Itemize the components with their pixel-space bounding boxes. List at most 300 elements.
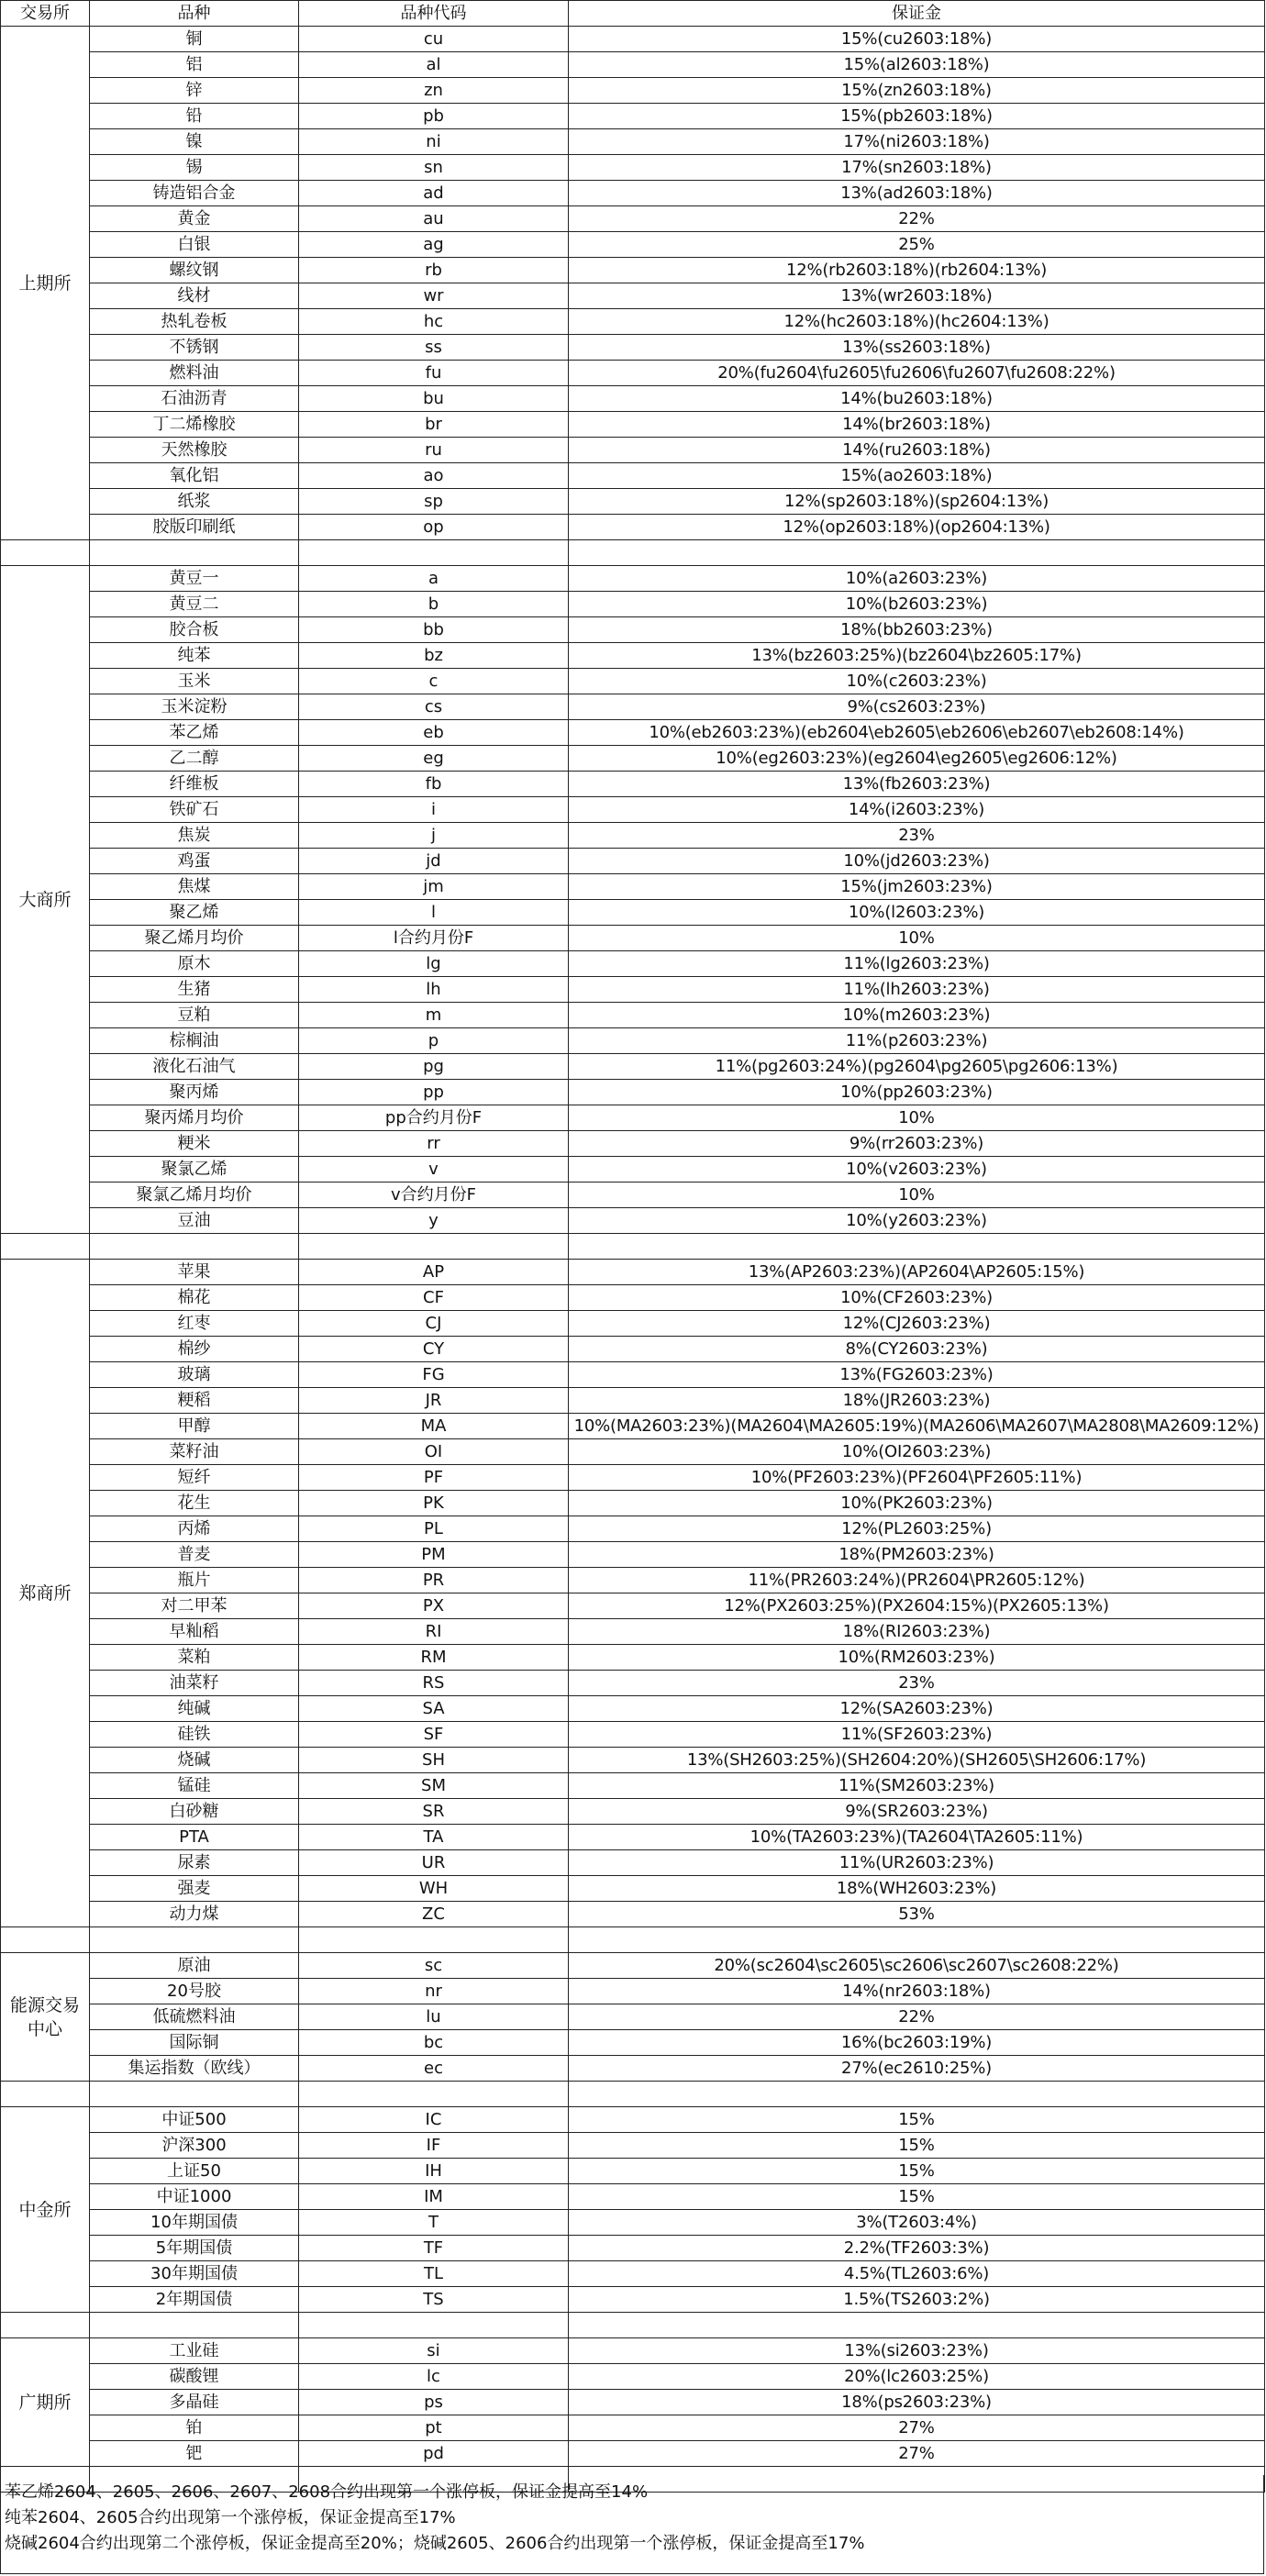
margin-value: 27% (569, 2415, 1265, 2441)
product-name: 天然橡胶 (90, 438, 299, 463)
table-row (1, 386, 1265, 412)
table-row (1, 874, 1265, 900)
table-row (1, 1645, 1265, 1671)
product-code: hc (299, 309, 569, 335)
table-row (1, 694, 1265, 720)
margin-value: 10%(jd2603:23%) (569, 849, 1265, 874)
exchange-name: 广期所 (1, 2338, 90, 2467)
header-margin: 保证金 (569, 1, 1265, 27)
table-row (1, 1105, 1265, 1131)
product-code: pg (299, 1054, 569, 1080)
product-name: 纯苯 (90, 643, 299, 669)
product-name: 工业硅 (90, 2338, 299, 2364)
product-code: c (299, 669, 569, 694)
product-name: 焦炭 (90, 823, 299, 849)
product-code: bc (299, 2030, 569, 2056)
product-name: 中证1000 (90, 2184, 299, 2210)
product-code: lh (299, 977, 569, 1003)
margin-value: 10%(pp2603:23%) (569, 1080, 1265, 1105)
product-name: 乙二醇 (90, 746, 299, 772)
product-code: WH (299, 1876, 569, 1902)
product-code: SF (299, 1722, 569, 1748)
empty-cell (90, 2082, 299, 2107)
empty-cell (90, 540, 299, 566)
empty-cell (299, 1927, 569, 1953)
table-row (1, 181, 1265, 206)
product-code: PX (299, 1593, 569, 1619)
table-row (1, 27, 1265, 52)
product-name: 棕榈油 (90, 1028, 299, 1054)
product-code: RI (299, 1619, 569, 1645)
product-name: 油菜籽 (90, 1671, 299, 1696)
table-row (1, 1491, 1265, 1516)
empty-cell (299, 540, 569, 566)
product-name: 聚氯乙烯 (90, 1157, 299, 1183)
product-code: ru (299, 438, 569, 463)
empty-cell (1, 2082, 90, 2107)
exchange-name: 大商所 (1, 566, 90, 1234)
product-code: pp合约月份F (299, 1105, 569, 1131)
margin-value: 11%(PR2603:24%)(PR2604\PR2605:12%) (569, 1568, 1265, 1593)
margin-value: 13%(wr2603:18%) (569, 283, 1265, 309)
table-row (1, 951, 1265, 977)
margin-value: 10%(l2603:23%) (569, 900, 1265, 926)
empty-cell (569, 540, 1265, 566)
product-name: 多晶硅 (90, 2390, 299, 2415)
table-row (1, 1080, 1265, 1105)
product-name: 锌 (90, 78, 299, 104)
product-name: 尿素 (90, 1850, 299, 1876)
margin-value: 16%(bc2603:19%) (569, 2030, 1265, 2056)
product-code: al (299, 52, 569, 78)
product-name: 粳稻 (90, 1388, 299, 1414)
product-code: pt (299, 2415, 569, 2441)
margin-value: 15%(al2603:18%) (569, 52, 1265, 78)
product-code: TF (299, 2236, 569, 2261)
product-code: OI (299, 1439, 569, 1465)
exchange-name: 能源交易中心 (1, 1953, 90, 2082)
margin-value: 18%(WH2603:23%) (569, 1876, 1265, 1902)
product-name: 红枣 (90, 1311, 299, 1337)
table-row (1, 1876, 1265, 1902)
product-code: pp (299, 1080, 569, 1105)
table-row (1, 1773, 1265, 1799)
margin-value: 11%(p2603:23%) (569, 1028, 1265, 1054)
table-row (1, 412, 1265, 438)
product-name: 黄豆二 (90, 592, 299, 617)
margin-value: 14%(br2603:18%) (569, 412, 1265, 438)
product-code: RM (299, 1645, 569, 1671)
table-row (1, 52, 1265, 78)
product-name: 黄金 (90, 206, 299, 232)
product-name: 生猪 (90, 977, 299, 1003)
table-row (1, 515, 1265, 540)
product-code: ad (299, 181, 569, 206)
product-code: br (299, 412, 569, 438)
product-code: nr (299, 1979, 569, 2004)
margin-value: 22% (569, 2004, 1265, 2030)
margin-value: 11%(SM2603:23%) (569, 1773, 1265, 1799)
margin-value: 10%(c2603:23%) (569, 669, 1265, 694)
table-row (1, 1696, 1265, 1722)
product-name: 不锈钢 (90, 335, 299, 361)
table-row (1, 129, 1265, 155)
product-name: 聚乙烯月均价 (90, 926, 299, 951)
table-row (1, 1157, 1265, 1183)
product-name: 铸造铝合金 (90, 181, 299, 206)
margin-value: 13%(FG2603:23%) (569, 1362, 1265, 1388)
margin-value: 10%(y2603:23%) (569, 1208, 1265, 1234)
header-exchange: 交易所 (1, 1, 90, 27)
margin-value: 20%(sc2604\sc2605\sc2606\sc2607\sc2608:22%) (569, 1953, 1265, 1979)
margin-value: 11%(lh2603:23%) (569, 977, 1265, 1003)
margin-value: 15%(pb2603:18%) (569, 104, 1265, 129)
product-code: IH (299, 2159, 569, 2184)
margin-value: 14%(i2603:23%) (569, 797, 1265, 823)
margin-value: 18%(RI2603:23%) (569, 1619, 1265, 1645)
exchange-name: 上期所 (1, 27, 90, 540)
note-line: 烧碱2604合约出现第二个涨停板，保证金提高至20%；烧碱2605、2606合约出现第一个涨停板，保证金提高至17% (5, 2534, 865, 2553)
product-name: 花生 (90, 1491, 299, 1516)
margin-value: 15% (569, 2184, 1265, 2210)
product-name: 强麦 (90, 1876, 299, 1902)
margin-value: 25% (569, 232, 1265, 258)
product-name: 豆粕 (90, 1003, 299, 1028)
margin-value: 10%(RM2603:23%) (569, 1645, 1265, 1671)
product-code: jm (299, 874, 569, 900)
product-code: sn (299, 155, 569, 181)
margin-value: 10%(eg2603:23%)(eg2604\eg2605\eg2606:12%) (569, 746, 1265, 772)
product-code: PM (299, 1542, 569, 1568)
margin-value: 10% (569, 926, 1265, 951)
margin-value: 13%(si2603:23%) (569, 2338, 1265, 2364)
table-row (1, 2441, 1265, 2467)
margin-value: 10%(eb2603:23%)(eb2604\eb2605\eb2606\eb2607\eb2608:14%) (569, 720, 1265, 746)
margin-value: 10% (569, 1105, 1265, 1131)
product-name: 国际铜 (90, 2030, 299, 2056)
product-name: 上证50 (90, 2159, 299, 2184)
product-name: 玉米淀粉 (90, 694, 299, 720)
product-name: 30年期国债 (90, 2261, 299, 2287)
product-code: ni (299, 129, 569, 155)
product-code: rb (299, 258, 569, 283)
margin-value: 9%(rr2603:23%) (569, 1131, 1265, 1157)
product-code: sc (299, 1953, 569, 1979)
product-name: 纤维板 (90, 772, 299, 797)
table-row (1, 643, 1265, 669)
product-code: cs (299, 694, 569, 720)
product-name: 动力煤 (90, 1902, 299, 1927)
table-row (1, 1183, 1265, 1208)
product-name: 普麦 (90, 1542, 299, 1568)
product-code: ss (299, 335, 569, 361)
table-row (1, 309, 1265, 335)
margin-value: 10%(m2603:23%) (569, 1003, 1265, 1028)
product-code: SH (299, 1748, 569, 1773)
product-name: 棉纱 (90, 1337, 299, 1362)
note-line: 纯苯2604、2605合约出现第一个涨停板，保证金提高至17% (5, 2508, 456, 2527)
product-code: CJ (299, 1311, 569, 1337)
product-name: 螺纹钢 (90, 258, 299, 283)
margin-value: 15%(cu2603:18%) (569, 27, 1265, 52)
product-name: 镍 (90, 129, 299, 155)
margin-value: 11%(pg2603:24%)(pg2604\pg2605\pg2606:13%) (569, 1054, 1265, 1080)
margin-value: 10%(MA2603:23%)(MA2604\MA2605:19%)(MA2606\MA2607\MA2808\MA2609:12%) (569, 1414, 1265, 1439)
table-row (1, 1568, 1265, 1593)
table-row (1, 1542, 1265, 1568)
table-row (1, 1850, 1265, 1876)
table-row (1, 1260, 1265, 1285)
product-code: fu (299, 361, 569, 386)
product-code: ag (299, 232, 569, 258)
product-code: b (299, 592, 569, 617)
margin-value: 10%(OI2603:23%) (569, 1439, 1265, 1465)
product-name: 胶合板 (90, 617, 299, 643)
empty-cell (90, 1234, 299, 1260)
product-code: sp (299, 489, 569, 515)
product-name: 胶版印刷纸 (90, 515, 299, 540)
margin-value: 10%(PF2603:23%)(PF2604\PF2605:11%) (569, 1465, 1265, 1491)
margin-value: 1.5%(TS2603:2%) (569, 2287, 1265, 2313)
margin-value: 17%(ni2603:18%) (569, 129, 1265, 155)
product-name: 铝 (90, 52, 299, 78)
table-row (1, 2287, 1265, 2313)
margin-value: 18%(bb2603:23%) (569, 617, 1265, 643)
margin-value: 10%(CF2603:23%) (569, 1285, 1265, 1311)
product-code: SM (299, 1773, 569, 1799)
product-name: 原油 (90, 1953, 299, 1979)
product-code: zn (299, 78, 569, 104)
product-code: eb (299, 720, 569, 746)
product-code: PR (299, 1568, 569, 1593)
table-row (1, 2390, 1265, 2415)
product-code: AP (299, 1260, 569, 1285)
product-name: 豆油 (90, 1208, 299, 1234)
empty-cell (90, 1927, 299, 1953)
table-row (1, 797, 1265, 823)
margin-value: 11%(lg2603:23%) (569, 951, 1265, 977)
table-row (1, 1285, 1265, 1311)
margin-value: 12%(PX2603:25%)(PX2604:15%)(PX2605:13%) (569, 1593, 1265, 1619)
product-code: si (299, 2338, 569, 2364)
product-name: 硅铁 (90, 1722, 299, 1748)
product-code: rr (299, 1131, 569, 1157)
margin-value: 53% (569, 1902, 1265, 1927)
product-name: 棉花 (90, 1285, 299, 1311)
margin-value: 15% (569, 2159, 1265, 2184)
header-code: 品种代码 (299, 1, 569, 27)
product-name: 液化石油气 (90, 1054, 299, 1080)
table-row (1, 1362, 1265, 1388)
product-name: 锰硅 (90, 1773, 299, 1799)
empty-cell (1, 1927, 90, 1953)
table-row (1, 1131, 1265, 1157)
table-row (1, 1311, 1265, 1337)
product-code: v合约月份F (299, 1183, 569, 1208)
product-name: 20号胶 (90, 1979, 299, 2004)
product-name: 鸡蛋 (90, 849, 299, 874)
product-code: TA (299, 1825, 569, 1850)
product-code: lc (299, 2364, 569, 2390)
table-row (1, 2415, 1265, 2441)
table-row (1, 2107, 1265, 2133)
product-name: 甲醇 (90, 1414, 299, 1439)
product-name: 黄豆一 (90, 566, 299, 592)
margin-value: 13%(ad2603:18%) (569, 181, 1265, 206)
table-row (1, 1003, 1265, 1028)
product-name: 短纤 (90, 1465, 299, 1491)
empty-cell (299, 1234, 569, 1260)
empty-cell (1, 1234, 90, 1260)
product-name: 苹果 (90, 1260, 299, 1285)
product-code: j (299, 823, 569, 849)
margin-value: 9%(SR2603:23%) (569, 1799, 1265, 1825)
margin-value: 18%(PM2603:23%) (569, 1542, 1265, 1568)
product-code: wr (299, 283, 569, 309)
margin-value: 12%(op2603:18%)(op2604:13%) (569, 515, 1265, 540)
product-name: PTA (90, 1825, 299, 1850)
product-name: 沪深300 (90, 2133, 299, 2159)
margin-value: 20%(lc2603:25%) (569, 2364, 1265, 2390)
table-row (1, 1465, 1265, 1491)
margin-value: 23% (569, 823, 1265, 849)
margin-value: 10% (569, 1183, 1265, 1208)
margin-value: 18%(ps2603:23%) (569, 2390, 1265, 2415)
margin-value: 3%(T2603:4%) (569, 2210, 1265, 2236)
margin-value: 12%(sp2603:18%)(sp2604:13%) (569, 489, 1265, 515)
table-row (1, 2056, 1265, 2082)
table-row (1, 746, 1265, 772)
table-row (1, 1388, 1265, 1414)
product-code: ao (299, 463, 569, 489)
product-code: TS (299, 2287, 569, 2313)
margin-value: 10%(TA2603:23%)(TA2604\TA2605:11%) (569, 1825, 1265, 1850)
margin-value: 12%(hc2603:18%)(hc2604:13%) (569, 309, 1265, 335)
table-row (1, 232, 1265, 258)
margin-value: 22% (569, 206, 1265, 232)
spacer-row (1, 540, 1265, 566)
product-name: 菜籽油 (90, 1439, 299, 1465)
margin-value: 18%(JR2603:23%) (569, 1388, 1265, 1414)
empty-cell (569, 2082, 1265, 2107)
table-row (1, 720, 1265, 746)
margin-value: 23% (569, 1671, 1265, 1696)
table-row (1, 1439, 1265, 1465)
product-code: lu (299, 2004, 569, 2030)
table-row (1, 2030, 1265, 2056)
product-name: 丁二烯橡胶 (90, 412, 299, 438)
empty-cell (299, 2082, 569, 2107)
product-name: 氧化铝 (90, 463, 299, 489)
table-row (1, 1593, 1265, 1619)
product-name: 丙烯 (90, 1516, 299, 1542)
product-code: l合约月份F (299, 926, 569, 951)
margin-value: 15% (569, 2107, 1265, 2133)
note-line: 苯乙烯2604、2605、2606、2607、2608合约出现第一个涨停板，保证金提高至14% (5, 2482, 649, 2502)
product-code: CY (299, 1337, 569, 1362)
table-row (1, 78, 1265, 104)
table-row (1, 489, 1265, 515)
product-code: JR (299, 1388, 569, 1414)
margin-value: 15%(zn2603:18%) (569, 78, 1265, 104)
table-row (1, 2338, 1265, 2364)
empty-cell (1, 2313, 90, 2338)
table-row (1, 926, 1265, 951)
margin-value: 20%(fu2604\fu2605\fu2606\fu2607\fu2608:22%) (569, 361, 1265, 386)
product-code: fb (299, 772, 569, 797)
product-name: 苯乙烯 (90, 720, 299, 746)
product-name: 铜 (90, 27, 299, 52)
product-code: RS (299, 1671, 569, 1696)
product-name: 铅 (90, 104, 299, 129)
margin-value: 27%(ec2610:25%) (569, 2056, 1265, 2082)
table-row (1, 2261, 1265, 2287)
product-code: FG (299, 1362, 569, 1388)
product-code: ec (299, 2056, 569, 2082)
product-name: 纸浆 (90, 489, 299, 515)
margin-value: 12%(rb2603:18%)(rb2604:13%) (569, 258, 1265, 283)
product-code: IM (299, 2184, 569, 2210)
empty-cell (299, 2313, 569, 2338)
product-name: 石油沥青 (90, 386, 299, 412)
product-code: UR (299, 1850, 569, 1876)
product-name: 2年期国债 (90, 2287, 299, 2313)
product-code: PK (299, 1491, 569, 1516)
product-name: 瓶片 (90, 1568, 299, 1593)
product-code: i (299, 797, 569, 823)
margin-value: 17%(sn2603:18%) (569, 155, 1265, 181)
exchange-name: 中金所 (1, 2107, 90, 2313)
product-code: IF (299, 2133, 569, 2159)
product-code: eg (299, 746, 569, 772)
product-code: SA (299, 1696, 569, 1722)
table-row (1, 361, 1265, 386)
product-name: 燃料油 (90, 361, 299, 386)
product-name: 线材 (90, 283, 299, 309)
product-code: m (299, 1003, 569, 1028)
empty-cell (569, 1234, 1265, 1260)
product-code: cu (299, 27, 569, 52)
table-row (1, 2133, 1265, 2159)
product-code: PL (299, 1516, 569, 1542)
table-row (1, 463, 1265, 489)
table-row (1, 1516, 1265, 1542)
margin-value: 4.5%(TL2603:6%) (569, 2261, 1265, 2287)
table-row (1, 849, 1265, 874)
product-code: CF (299, 1285, 569, 1311)
table-row (1, 258, 1265, 283)
table-row (1, 2184, 1265, 2210)
product-name: 聚丙烯月均价 (90, 1105, 299, 1131)
table-row (1, 977, 1265, 1003)
table-row (1, 1902, 1265, 1927)
table-row (1, 1748, 1265, 1773)
header-row (1, 1, 1265, 27)
product-name: 烧碱 (90, 1748, 299, 1773)
product-name: 对二甲苯 (90, 1593, 299, 1619)
table-row (1, 1414, 1265, 1439)
table-row (1, 1208, 1265, 1234)
product-code: bu (299, 386, 569, 412)
margin-value: 11%(UR2603:23%) (569, 1850, 1265, 1876)
product-name: 10年期国债 (90, 2210, 299, 2236)
table-row (1, 1054, 1265, 1080)
table-row (1, 2364, 1265, 2390)
product-name: 低硫燃料油 (90, 2004, 299, 2030)
margin-value: 15%(jm2603:23%) (569, 874, 1265, 900)
spacer-row (1, 1927, 1265, 1953)
product-name: 5年期国债 (90, 2236, 299, 2261)
